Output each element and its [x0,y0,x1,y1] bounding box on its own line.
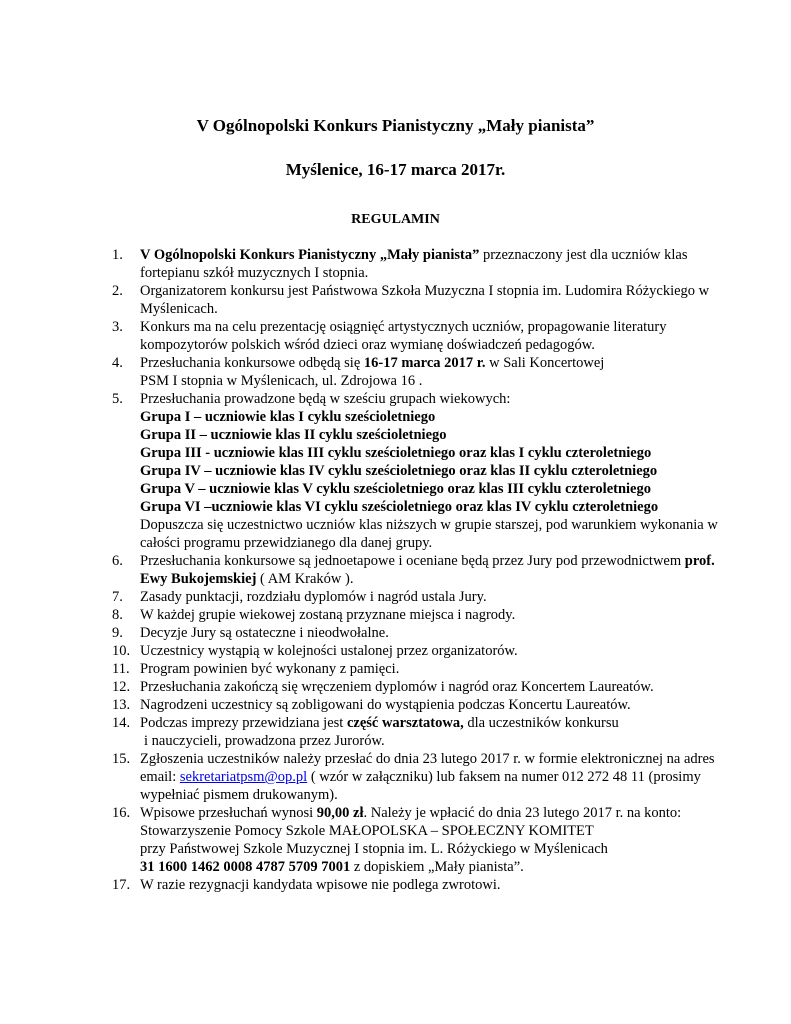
rule-number: 3. [112,319,123,335]
rule-15 [112,750,722,804]
rule-text: Zasady punktacji, rozdziału dyplomów i nagród ustala Jury. [140,589,487,605]
rule-text-line: i nauczycieli, prowadzona przez Jurorów. [144,733,385,749]
rule-number: 2. [112,283,123,299]
section-heading: REGULAMIN [351,212,440,227]
rule-text: Program powinien być wykonany z pamięci. [140,661,400,677]
rule-14 [112,714,722,750]
rule-note: Dopuszcza się uczestnictwo uczniów klas niższych w grupie starszej, pod warunkiem wykonania w całości programu przewidzianego dla danej grupy. [140,517,718,551]
rule-number: 4. [112,355,123,371]
rule-4 [112,354,722,390]
rule-number: 6. [112,553,123,569]
rule-text: Przesłuchania konkursowe odbędą się [140,355,364,371]
rule-text: Uczestnicy wystąpią w kolejności ustalonej przez organizatorów. [140,643,518,659]
rule-text: Nagrodzeni uczestnicy są zobligowani do wystąpienia podczas Koncertu Laureatów. [140,697,631,713]
rule-number: 13. [112,697,131,713]
rule-text: dla uczestników konkursu [463,715,619,731]
bank-account-number: 31 1600 1462 0008 4787 5709 7001 [140,859,351,875]
rule-9 [112,624,722,642]
rule-text: ( AM Kraków ). [256,571,354,587]
rule-text: W razie rezygnacji kandydata wpisowe nie podlega zwrotowi. [140,877,501,893]
email-link[interactable]: sekretariatpsm@op.pl [179,769,308,785]
rule-number: 9. [112,625,123,641]
rule-text-line: PSM I stopnia w Myślenicach, ul. Zdrojowa 16 . [140,373,423,389]
bank-account-line [140,858,722,876]
age-group: Grupa II – uczniowie klas II cyklu sześcioletniego [140,427,447,443]
rule-bold-text: prof. Ewy Bukojemskiej [140,553,715,587]
bank-account-holder-detail: przy Państwowej Szkole Muzycznej I stopnia im. L. Różyckiego w Myślenicach [140,841,608,857]
rule-number: 1. [112,247,123,263]
rule-11 [112,660,722,678]
rule-number: 17. [112,877,131,893]
rule-number: 11. [112,661,130,677]
rule-text: przeznaczony jest dla uczniów klas fortepianu szkół muzycznych I stopnia. [140,247,688,281]
rules-list [112,246,722,894]
rule-number: 15. [112,751,131,767]
rule-text: W każdej grupie wiekowej zostaną przyznane miejsca i nagrody. [140,607,516,623]
rule-text: z dopiskiem „Mały pianista”. [350,859,524,875]
rule-7 [112,588,722,606]
rule-bold-text: 90,00 zł [316,805,364,821]
age-group: Grupa V – uczniowie klas V cyklu sześcioletniego oraz klas III cyklu czteroletniego [140,481,651,497]
rule-bold-text: 16-17 marca 2017 r. [363,355,486,371]
rule-text: ( wzór w załączniku) lub faksem na numer 012 272 48 11 (prosimy wypełniać pismem drukowanym). [140,769,701,803]
rule-text: Przesłuchania prowadzone będą w sześciu grupach wiekowych: [140,391,511,407]
age-group: Grupa VI –uczniowie klas VI cyklu sześcioletniego oraz klas IV cyklu czteroletniego [140,499,659,515]
rule-text: Przesłuchania konkursowe są jednoetapowe i oceniane będą przez Jury pod przewodnictwem [140,553,685,569]
rule-text: Organizatorem konkursu jest Państwowa Szkoła Muzyczna I stopnia im. Ludomira Różyckiego w Myślenicach. [140,283,710,317]
rule-10 [112,642,722,660]
rule-number: 5. [112,391,123,407]
rule-13 [112,696,722,714]
rule-text: Przesłuchania zakończą się wręczeniem dyplomów i nagród oraz Koncertem Laureatów. [140,679,654,695]
rule-number: 12. [112,679,131,695]
rule-8 [112,606,722,624]
rule-6 [112,552,722,588]
rule-number: 16. [112,805,131,821]
bank-account-holder: Stowarzyszenie Pomocy Szkole MAŁOPOLSKA – SPOŁECZNY KOMITET [140,823,594,839]
rule-number: 14. [112,715,131,731]
rule-bold-text: część warsztatowa, [346,715,464,731]
rule-number: 7. [112,589,123,605]
rule-16 [112,804,722,876]
page-title: V Ogólnopolski Konkurs Pianistyczny „Mały pianista” [196,116,595,135]
rule-text: Konkurs ma na celu prezentację osiągnięć artystycznych uczniów, propagowanie literatury kompozytorów polskich wśród dzieci oraz wymianę doświadczeń pedagogów. [140,319,667,353]
rule-text: w Sali Koncertowej [485,355,605,371]
age-group: Grupa I – uczniowie klas I cyklu sześcioletniego [140,409,436,425]
rule-5 [112,390,722,552]
rule-text: Decyzje Jury są ostateczne i nieodwołalne. [140,625,389,641]
rule-text: Wpisowe przesłuchań wynosi [140,805,317,821]
rule-12 [112,678,722,696]
age-group: Grupa III - uczniowie klas III cyklu sześcioletniego oraz klas I cyklu czteroletniego [140,445,652,461]
rule-3 [112,318,722,354]
rule-17 [112,876,722,894]
rule-text: Podczas imprezy przewidziana jest [140,715,347,731]
rule-number: 8. [112,607,123,623]
rule-1 [112,246,722,282]
age-group: Grupa IV – uczniowie klas IV cyklu sześcioletniego oraz klas II cyklu czteroletniego [140,463,658,479]
rule-bold-text: V Ogólnopolski Konkurs Pianistyczny „Mały pianista” [140,247,480,263]
rule-2 [112,282,722,318]
rule-text: Zgłoszenia uczestników należy przesłać do dnia 23 lutego 2017 r. w formie elektronicznej na adres email: [140,751,715,785]
rule-text: . Należy je wpłacić do dnia 23 lutego 2017 r. na konto: [363,805,682,821]
page-subtitle: Myślenice, 16-17 marca 2017r. [285,160,506,179]
rule-number: 10. [112,643,131,659]
